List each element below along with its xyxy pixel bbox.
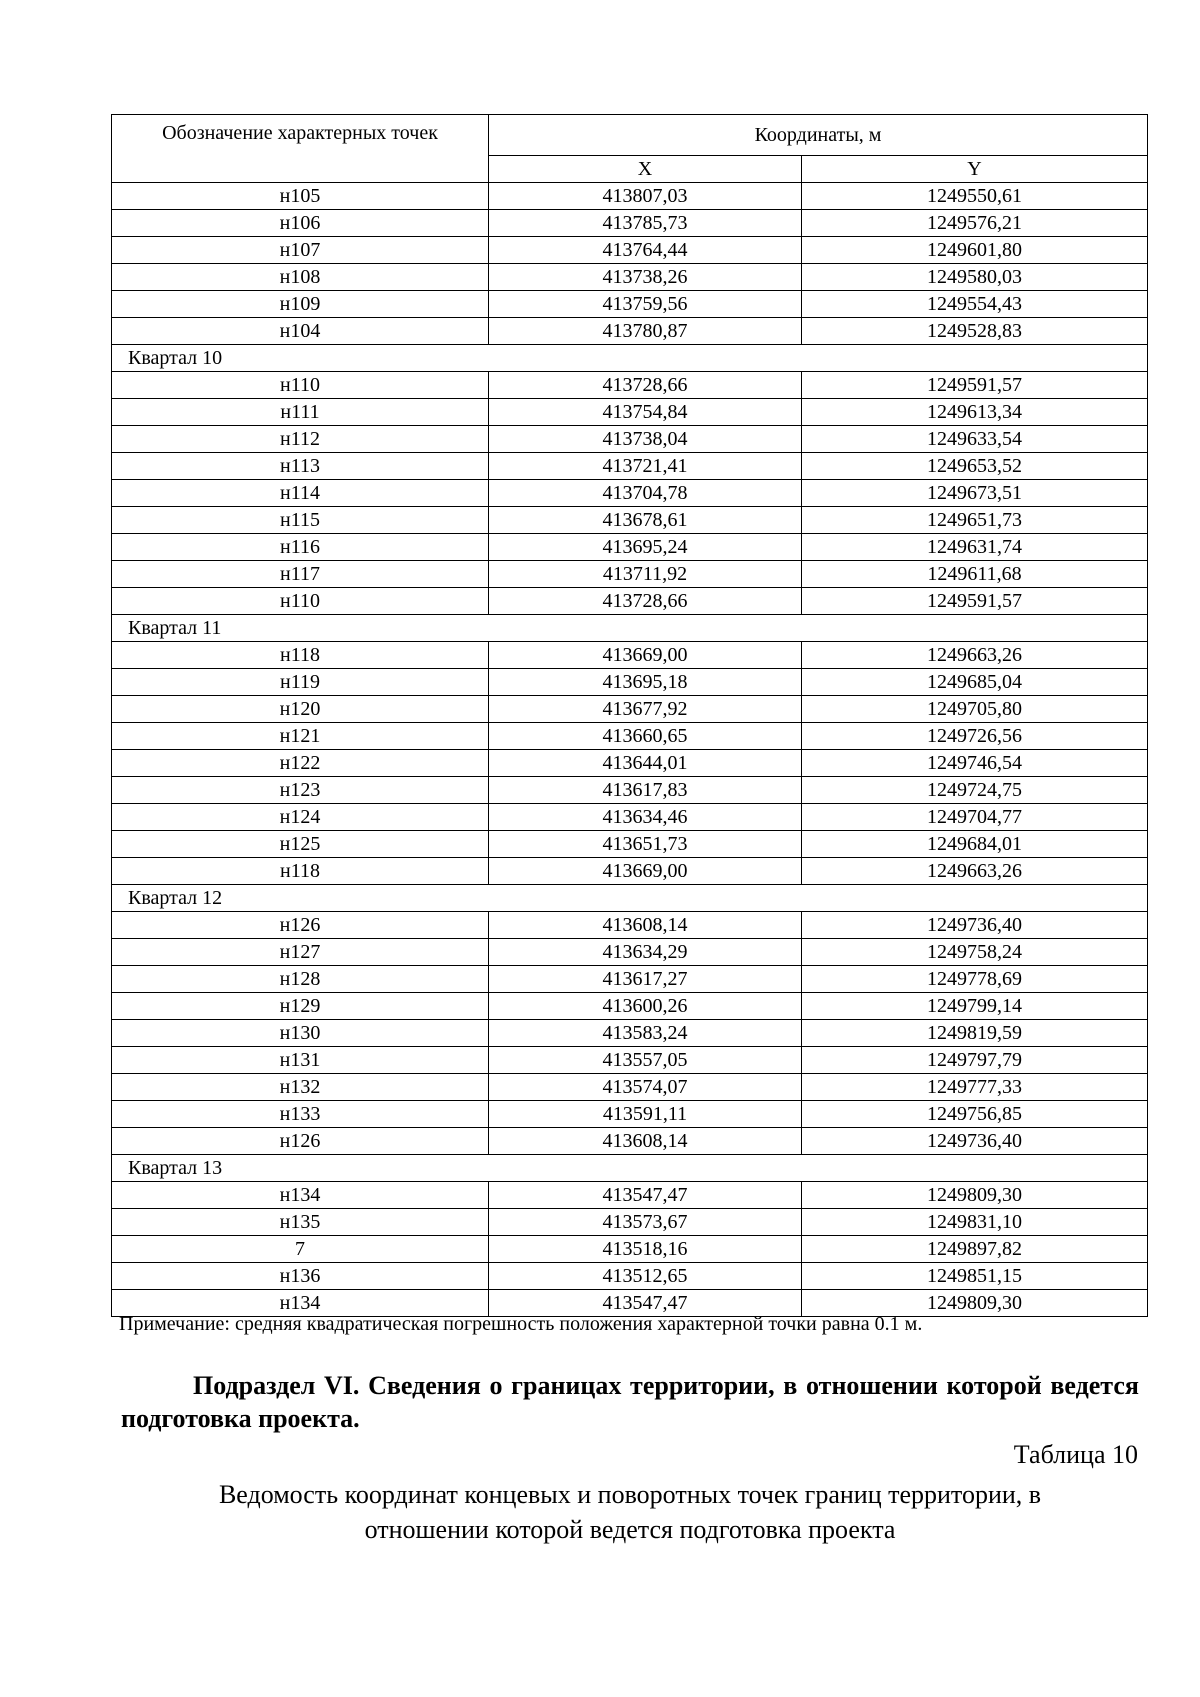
y-value: 1249580,03 (802, 264, 1148, 291)
table-row (112, 291, 1148, 318)
y-value: 1249633,54 (802, 426, 1148, 453)
y-value: 1249554,43 (802, 291, 1148, 318)
section-row (112, 615, 1148, 642)
point-name: 7 (112, 1236, 489, 1263)
point-name: н110 (112, 588, 489, 615)
point-name: н106 (112, 210, 489, 237)
x-value: 413574,07 (489, 1074, 802, 1101)
y-value: 1249653,52 (802, 453, 1148, 480)
point-name: н111 (112, 399, 489, 426)
x-value: 413728,66 (489, 372, 802, 399)
table-row (112, 183, 1148, 210)
section-label: Квартал 12 (112, 885, 1148, 912)
y-value: 1249528,83 (802, 318, 1148, 345)
y-value: 1249777,33 (802, 1074, 1148, 1101)
table-row (112, 669, 1148, 696)
header-coordinates: Координаты, м (489, 115, 1148, 156)
y-value: 1249613,34 (802, 399, 1148, 426)
x-value: 413669,00 (489, 858, 802, 885)
table-caption (120, 1477, 1140, 1547)
point-name: н132 (112, 1074, 489, 1101)
table-row (112, 1263, 1148, 1290)
point-name: н123 (112, 777, 489, 804)
y-value: 1249897,82 (802, 1236, 1148, 1263)
x-value: 413785,73 (489, 210, 802, 237)
x-value: 413695,24 (489, 534, 802, 561)
table-row (112, 237, 1148, 264)
y-value: 1249663,26 (802, 642, 1148, 669)
point-name: н116 (112, 534, 489, 561)
y-value: 1249756,85 (802, 1101, 1148, 1128)
y-value: 1249611,68 (802, 561, 1148, 588)
point-name: н128 (112, 966, 489, 993)
table-row (112, 1182, 1148, 1209)
point-name: н110 (112, 372, 489, 399)
point-name: н134 (112, 1182, 489, 1209)
table-row (112, 588, 1148, 615)
table-row (112, 939, 1148, 966)
y-value: 1249684,01 (802, 831, 1148, 858)
x-value: 413678,61 (489, 507, 802, 534)
x-value: 413807,03 (489, 183, 802, 210)
x-value: 413518,16 (489, 1236, 802, 1263)
y-value: 1249799,14 (802, 993, 1148, 1020)
y-value: 1249673,51 (802, 480, 1148, 507)
table-row (112, 1209, 1148, 1236)
table-row (112, 210, 1148, 237)
x-value: 413573,67 (489, 1209, 802, 1236)
y-value: 1249550,61 (802, 183, 1148, 210)
x-value: 413711,92 (489, 561, 802, 588)
y-value: 1249651,73 (802, 507, 1148, 534)
point-name: н114 (112, 480, 489, 507)
y-value: 1249631,74 (802, 534, 1148, 561)
y-value: 1249736,40 (802, 1128, 1148, 1155)
point-name: н117 (112, 561, 489, 588)
coordinates-table (111, 114, 1148, 1317)
section-row (112, 885, 1148, 912)
table-caption-line: Ведомость координат концевых и поворотных точек границ территории, в (218, 1480, 1042, 1509)
table-row (112, 1101, 1148, 1128)
x-value: 413547,47 (489, 1182, 802, 1209)
table-number-label: Таблица 10 (1013, 1440, 1138, 1469)
x-value: 413512,65 (489, 1263, 802, 1290)
table-row (112, 723, 1148, 750)
section-label: Квартал 11 (112, 615, 1148, 642)
point-name: н121 (112, 723, 489, 750)
point-name: н124 (112, 804, 489, 831)
x-value: 413754,84 (489, 399, 802, 426)
header-y: Y (802, 156, 1148, 183)
point-name: н135 (112, 1209, 489, 1236)
section-label: Квартал 10 (112, 345, 1148, 372)
table-row (112, 561, 1148, 588)
x-value: 413759,56 (489, 291, 802, 318)
x-value: 413608,14 (489, 912, 802, 939)
y-value: 1249746,54 (802, 750, 1148, 777)
x-value: 413591,11 (489, 1101, 802, 1128)
y-value: 1249705,80 (802, 696, 1148, 723)
point-name: н118 (112, 642, 489, 669)
section-label: Квартал 13 (112, 1155, 1148, 1182)
table-row (112, 453, 1148, 480)
x-value: 413677,92 (489, 696, 802, 723)
table-row (112, 966, 1148, 993)
x-value: 413608,14 (489, 1128, 802, 1155)
x-value: 413738,04 (489, 426, 802, 453)
x-value: 413660,65 (489, 723, 802, 750)
y-value: 1249809,30 (802, 1182, 1148, 1209)
header-point-designation: Обозначение характерных точек (112, 115, 489, 183)
table-row (112, 777, 1148, 804)
x-value: 413644,01 (489, 750, 802, 777)
table-row (112, 831, 1148, 858)
subsection-heading: Подраздел VI. Сведения о границах территории, в отношении которой ведется подготовка проекта. (121, 1371, 1139, 1433)
point-name: н107 (112, 237, 489, 264)
point-name: н133 (112, 1101, 489, 1128)
table-row (112, 318, 1148, 345)
point-name: н115 (112, 507, 489, 534)
x-value: 413583,24 (489, 1020, 802, 1047)
x-value: 413547,47 (489, 1290, 802, 1317)
table-row (112, 858, 1148, 885)
point-name: н109 (112, 291, 489, 318)
point-name: н126 (112, 912, 489, 939)
y-value: 1249819,59 (802, 1020, 1148, 1047)
y-value: 1249851,15 (802, 1263, 1148, 1290)
table-row (112, 480, 1148, 507)
point-name: н120 (112, 696, 489, 723)
table-row (112, 804, 1148, 831)
table-row (112, 1128, 1148, 1155)
table-row (112, 993, 1148, 1020)
y-value: 1249663,26 (802, 858, 1148, 885)
point-name: н118 (112, 858, 489, 885)
point-name: н108 (112, 264, 489, 291)
point-name: н127 (112, 939, 489, 966)
point-name: н104 (112, 318, 489, 345)
y-value: 1249685,04 (802, 669, 1148, 696)
table-caption-line: отношении которой ведется подготовка проекта (364, 1515, 896, 1544)
x-value: 413780,87 (489, 318, 802, 345)
x-value: 413695,18 (489, 669, 802, 696)
point-name: н122 (112, 750, 489, 777)
point-name: н129 (112, 993, 489, 1020)
x-value: 413721,41 (489, 453, 802, 480)
table-row (112, 696, 1148, 723)
y-value: 1249591,57 (802, 588, 1148, 615)
point-name: н134 (112, 1290, 489, 1317)
point-name: н119 (112, 669, 489, 696)
x-value: 413669,00 (489, 642, 802, 669)
point-name: н136 (112, 1263, 489, 1290)
point-name: н113 (112, 453, 489, 480)
x-value: 413634,46 (489, 804, 802, 831)
table-row (112, 642, 1148, 669)
table-row (112, 426, 1148, 453)
table-row (112, 399, 1148, 426)
y-value: 1249831,10 (802, 1209, 1148, 1236)
point-name: н112 (112, 426, 489, 453)
x-value: 413557,05 (489, 1047, 802, 1074)
x-value: 413617,27 (489, 966, 802, 993)
x-value: 413617,83 (489, 777, 802, 804)
x-value: 413651,73 (489, 831, 802, 858)
y-value: 1249797,79 (802, 1047, 1148, 1074)
table-row (112, 912, 1148, 939)
point-name: н105 (112, 183, 489, 210)
table-row (112, 1236, 1148, 1263)
header-x: X (489, 156, 802, 183)
table-row (112, 264, 1148, 291)
y-value: 1249601,80 (802, 237, 1148, 264)
y-value: 1249724,75 (802, 777, 1148, 804)
x-value: 413704,78 (489, 480, 802, 507)
y-value: 1249736,40 (802, 912, 1148, 939)
section-row (112, 1155, 1148, 1182)
table-row (112, 750, 1148, 777)
x-value: 413738,26 (489, 264, 802, 291)
point-name: н126 (112, 1128, 489, 1155)
table-row (112, 372, 1148, 399)
section-row (112, 345, 1148, 372)
table-row (112, 507, 1148, 534)
x-value: 413728,66 (489, 588, 802, 615)
y-value: 1249591,57 (802, 372, 1148, 399)
point-name: н125 (112, 831, 489, 858)
accuracy-note: Примечание: средняя квадратическая погрешность положения характерной точки равна 0.1 м. (119, 1313, 923, 1335)
x-value: 413634,29 (489, 939, 802, 966)
table-row (112, 1074, 1148, 1101)
y-value: 1249778,69 (802, 966, 1148, 993)
table-row (112, 1020, 1148, 1047)
y-value: 1249758,24 (802, 939, 1148, 966)
table-row (112, 1047, 1148, 1074)
x-value: 413600,26 (489, 993, 802, 1020)
x-value: 413764,44 (489, 237, 802, 264)
point-name: н130 (112, 1020, 489, 1047)
y-value: 1249576,21 (802, 210, 1148, 237)
y-value: 1249704,77 (802, 804, 1148, 831)
table-row (112, 534, 1148, 561)
point-name: н131 (112, 1047, 489, 1074)
y-value: 1249726,56 (802, 723, 1148, 750)
y-value: 1249809,30 (802, 1290, 1148, 1317)
table-body (112, 183, 1148, 1317)
